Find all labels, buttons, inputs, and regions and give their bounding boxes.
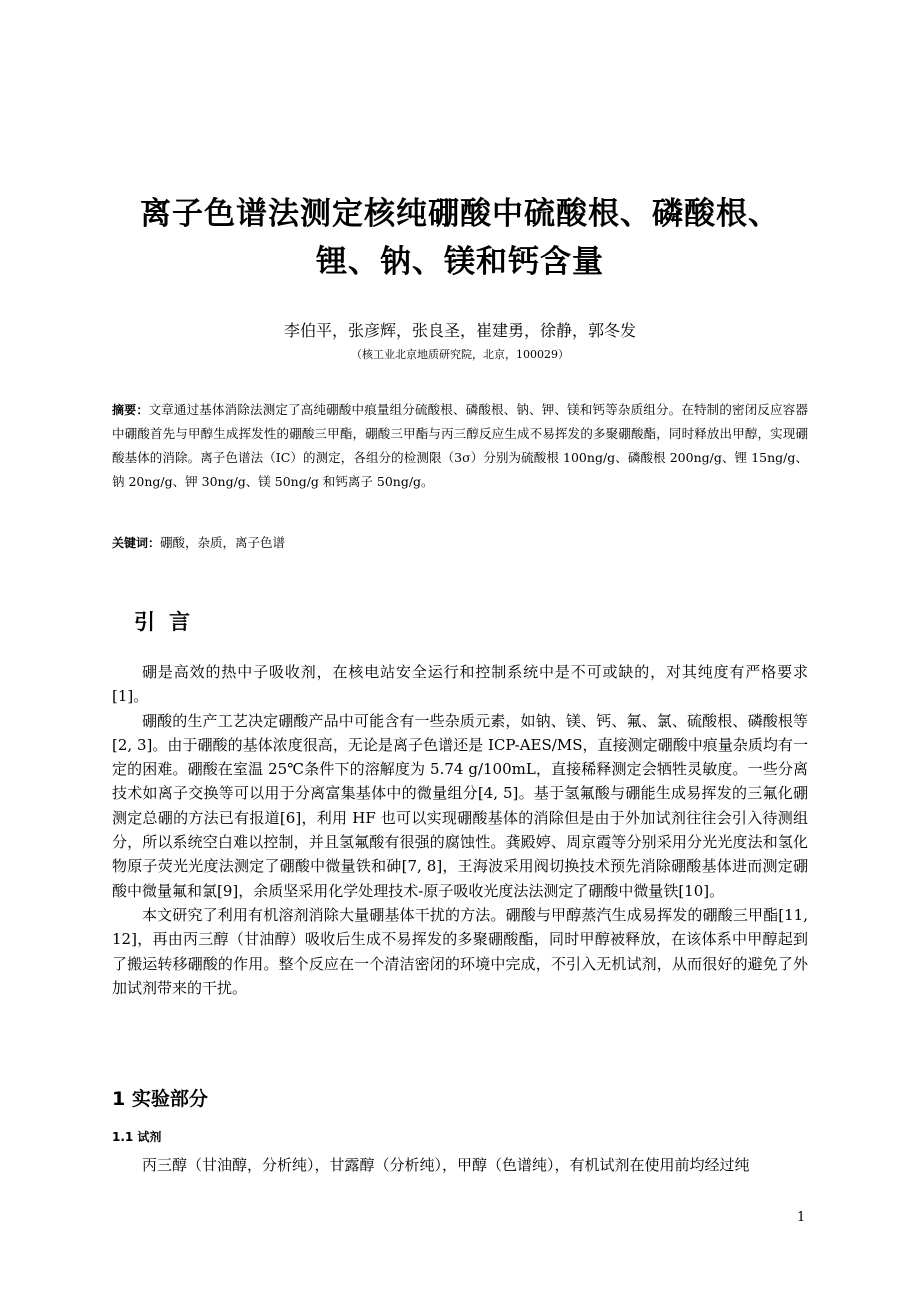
- intro-heading: 引言: [134, 610, 204, 634]
- abstract-text: 文章通过基体消除法测定了高纯硼酸中痕量组分硫酸根、磷酸根、钠、钾、镁和钙等杂质组分。在特制的密闭反应容器中硼酸首先与甲醇生成挥发性的硼酸三甲酯，硼酸三甲酯与丙三醇反应生成不易挥发的多聚硼酸酯，同时释放出甲醇，实现硼酸基体的消除。离子色谱法（IC）的测定，各组分的检测限（3σ）分别为硫酸根 100ng/g、磷酸根 200ng/g、锂 15ng/g、钠 20ng/g、钾 30ng/g、镁 50ng/g 和钙离子 50ng/g。: [112, 402, 808, 489]
- keywords-text: 硼酸，杂质，离子色谱: [160, 535, 286, 550]
- section-1-1-text: 丙三醇（甘油醇，分析纯），甘露醇（分析纯），甲醇（色谱纯），有机试剂在使用前均经过纯: [142, 1156, 750, 1174]
- paper-title: [60, 190, 860, 286]
- abstract-label: 摘要：: [112, 403, 149, 417]
- section-1-1-heading: 1.1 试剂: [112, 1130, 162, 1144]
- keywords: [112, 531, 808, 555]
- abstract: [112, 398, 808, 494]
- affiliation: （核工业北京地质研究院，北京，100029）: [351, 348, 569, 361]
- intro-paragraph: 本文研究了利用有机溶剂消除大量硼基体干扰的方法。硼酸与甲醇蒸汽生成易挥发的硼酸三甲酯[11, 12]，再由丙三醇（甘油醇）吸收后生成不易挥发的多聚硼酸酯，同时甲醇被释放，在该体系中甲醇起到了搬运转移硼酸的作用。整个反应在一个清洁密闭的环境中完成，不引入无机试剂，从而很好的避免了外加试剂带来的干扰。: [112, 905, 808, 997]
- intro-paragraph: 硼是高效的热中子吸收剂，在核电站安全运行和控制系统中是不可或缺的，对其纯度有严格要求[1]。: [112, 663, 808, 706]
- intro-body: [112, 660, 808, 1000]
- keywords-label: 关键词：: [112, 536, 161, 550]
- authors: 李伯平，张彦辉，张良圣，崔建勇，徐静，郭冬发: [283, 321, 636, 340]
- section-1-heading: 1 实验部分: [112, 1088, 208, 1110]
- intro-paragraph: 硼酸的生产工艺决定硼酸产品中可能含有一些杂质元素，如钠、镁、钙、氟、氯、硫酸根、磷酸根等[2, 3]。由于硼酸的基体浓度很高，无论是离子色谱还是 ICP-AES/MS，直接测定硼酸中痕量杂质均有一定的困难。硼酸在室温 25℃条件下的溶解度为 5.74 g/100mL，直接稀释测定会牺牲灵敏度。一些分离技术如离子交换等可以用于分离富集基体中的微量组分[4, 5]。基于氢氟酸与硼能生成易挥发的三氟化硼测定总硼的方法已有报道[6]，利用 HF 也可以实现硼酸基体的消除但是由于外加试剂往往会引入待测组分，所以系统空白难以控制，并且氢氟酸有很强的腐蚀性。龚殿婷、周京霞等分别采用分光光度法和氢化物原子荧光光度法测定了硼酸中微量铁和砷[7, 8]，王海波采用阀切换技术预先消除硼酸基体进而测定硼酸中微量氟和氯[9]，余质坚采用化学处理技术-原子吸收光度法法测定了硼酸中微量铁[10]。: [112, 711, 808, 900]
- page-number: 1: [797, 1210, 806, 1225]
- title-line-1: 离子色谱法测定核纯硼酸中硫酸根、磷酸根、: [140, 196, 780, 232]
- title-line-2: 锂、钠、镁和钙含量: [316, 244, 604, 280]
